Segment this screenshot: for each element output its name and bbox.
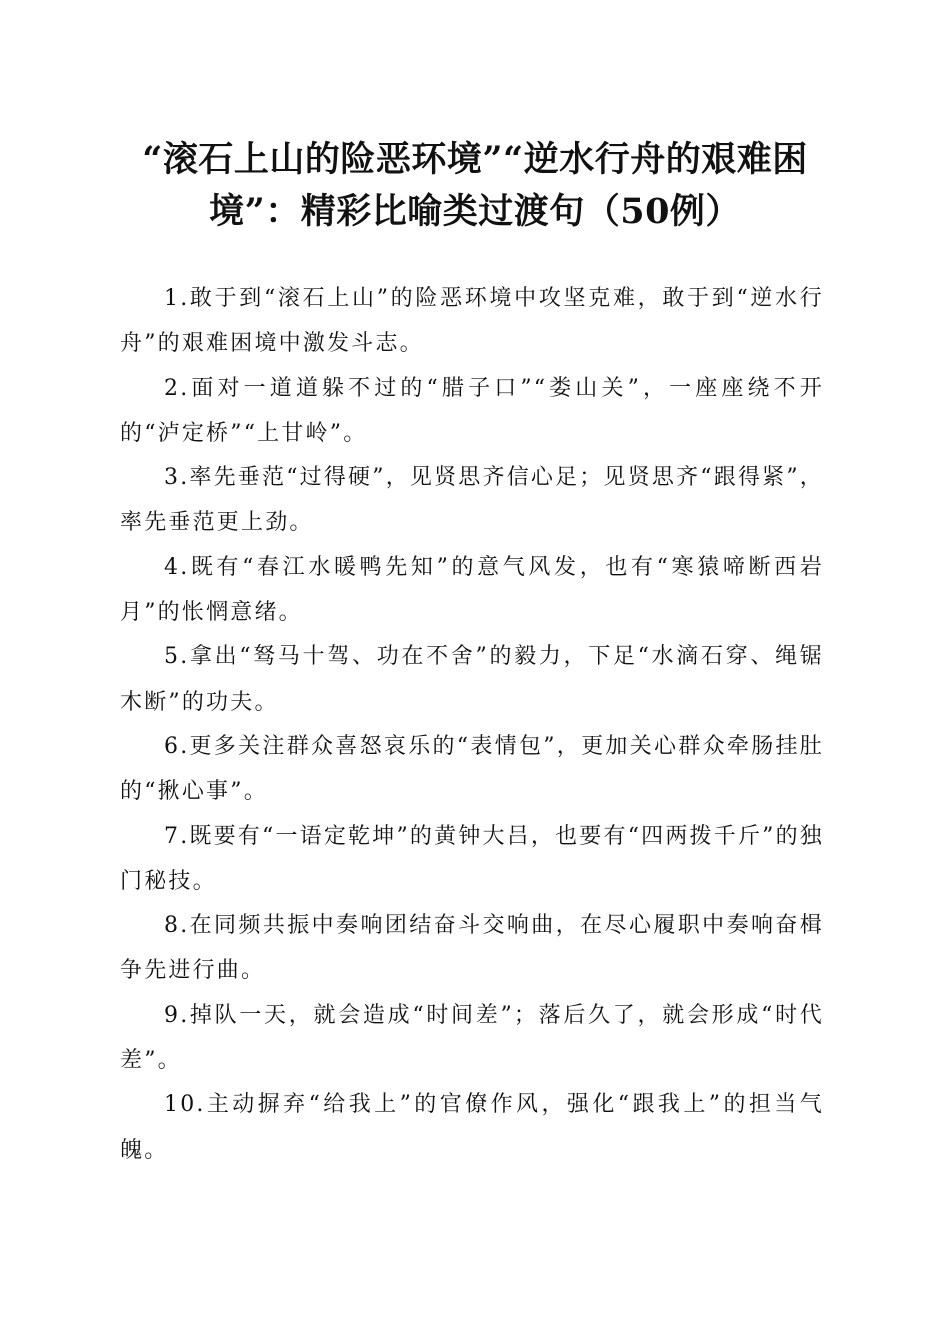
- title-line-2: 境”：精彩比喻类过渡句（50例）: [209, 191, 741, 232]
- list-item: 10.主动摒弃“给我上”的官僚作风，强化“跟我上”的担当气魄。: [120, 1092, 824, 1163]
- list-item: 3.率先垂范“过得硬”，见贤思齐信心足；见贤思齐“跟得紧”，率先垂范更上劲。: [120, 465, 824, 536]
- list-item: 7.既要有“一语定乾坤”的黄钟大吕，也要有“四两拨千斤”的独门秘技。: [120, 823, 824, 894]
- document-body: [120, 276, 824, 1172]
- title-line-1: “滚石上山的险恶环境”“逆水行舟的艰难困: [142, 139, 808, 180]
- document-title: [110, 134, 840, 238]
- list-item: 9.掉队一天，就会造成“时间差”；落后久了，就会形成“时代差”。: [120, 1002, 824, 1074]
- list-item: 8.在同频共振中奏响团结奋斗交响曲，在尽心履职中奏响奋楫争先进行曲。: [120, 913, 824, 984]
- list-item: 2.面对一道道躲不过的“腊子口”“娄山关”，一座座绕不开的“泸定桥”“上甘岭”。: [120, 375, 824, 446]
- list-item: 5.拿出“驽马十驾、功在不舍”的毅力，下足“水滴石穿、绳锯木断”的功夫。: [120, 644, 824, 715]
- list-item: 6.更多关注群众喜怒哀乐的“表情包”，更加关心群众牵肠挂肚的“揪心事”。: [120, 733, 824, 805]
- list-item: 4.既有“春江水暖鸭先知”的意气风发，也有“寒猿啼断西岩月”的怅惘意绪。: [120, 554, 824, 626]
- list-item: 1.敢于到“滚石上山”的险恶环境中攻坚克难，敢于到“逆水行舟”的艰难困境中激发斗志。: [120, 286, 824, 357]
